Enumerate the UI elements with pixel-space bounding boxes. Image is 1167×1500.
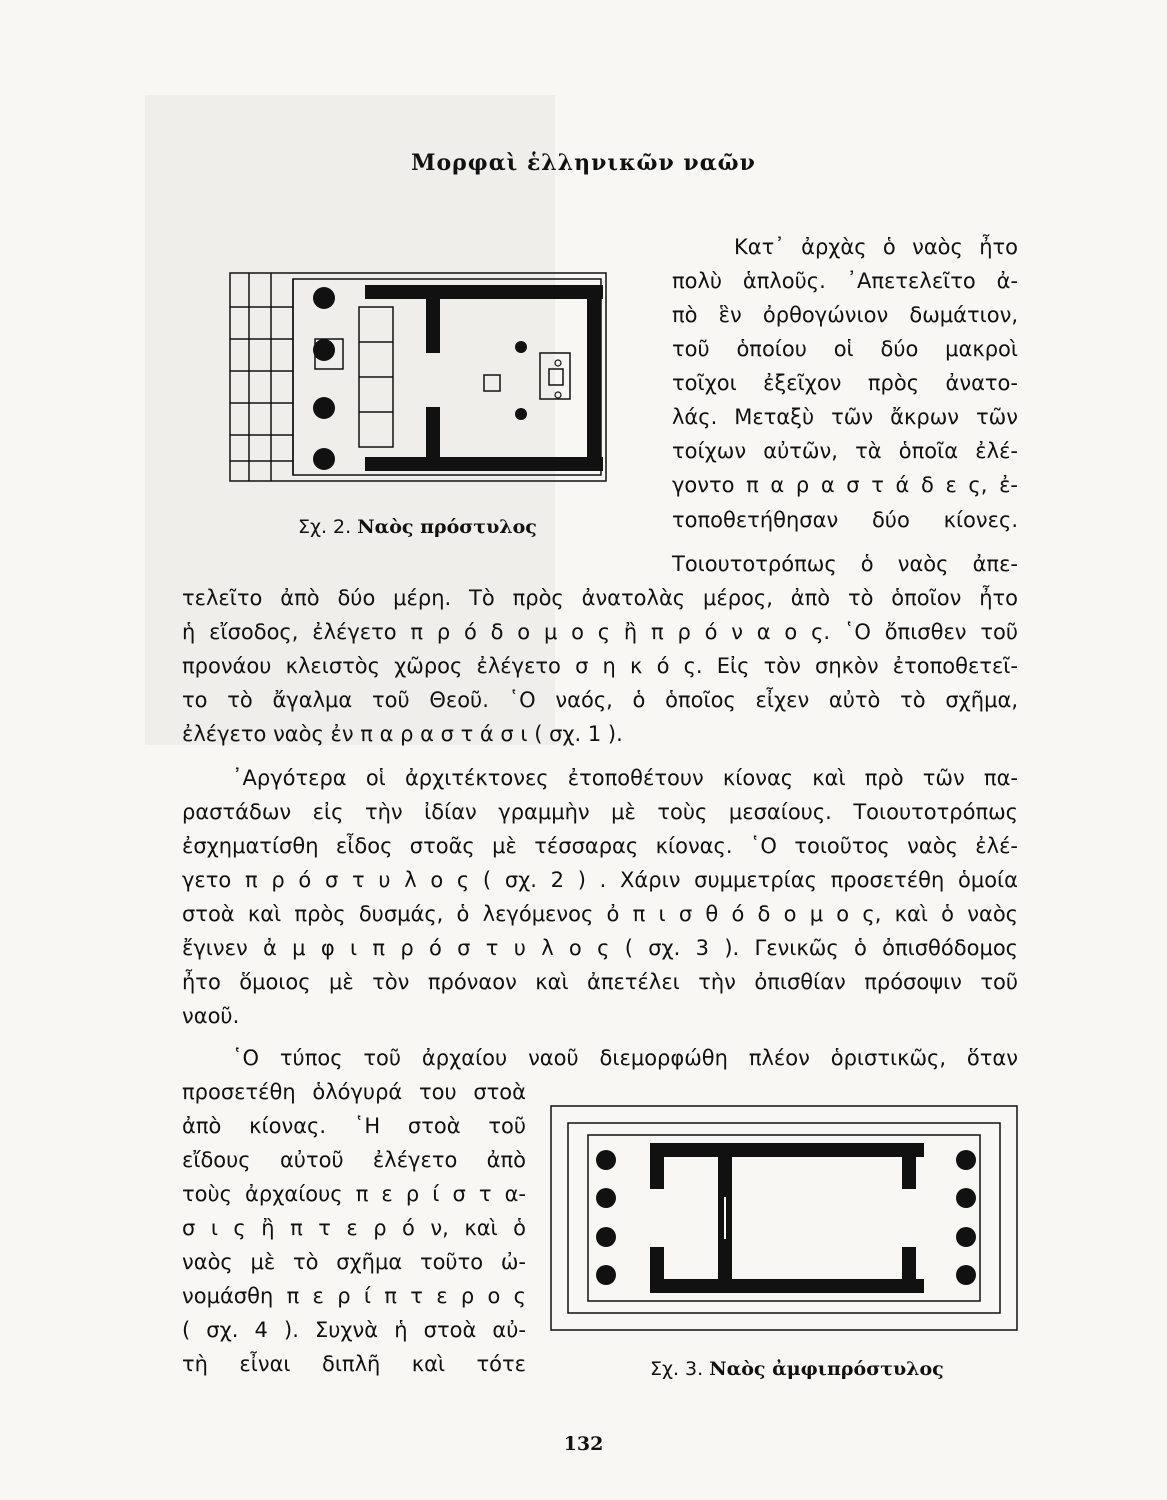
text-line: ᾿Αργότερα οἱ ἀρχιτέκτονες ἐτοποθέτουν κίονας καὶ πρὸ τῶν πα- [232,766,1018,790]
text-line: τὴ εἶναι διπλῆ καὶ τότε [182,1352,526,1376]
text-line: στοὰ καὶ πρὸς δυσμάς, ὁ λεγόμενος ὀ π ι σ θ ό δ ο μ ο ς, καὶ ὁ ναὸς [182,902,1018,926]
figure-2-label: Σχ. 2. [298,516,352,538]
text-line: τελεῖτο ἀπὸ δύο μέρη. Τὸ πρὸς ἀνατολὰς μέρος, ἀπὸ τὸ ὁποῖον ἦτο [182,586,1018,610]
page-number: 132 [563,1433,604,1455]
figure-3-label: Σχ. 3. [650,1358,704,1380]
figure-3-amphiprostyle-plan [550,1105,1020,1333]
figure-2-prostyle-plan [229,271,609,483]
text-line: πὸ ἓν ὀρθογώνιον δωμάτιον, [672,303,1018,327]
text-line: ἀπὸ κίονας. ῾Η στοὰ τοῦ [182,1114,526,1138]
figure-3-caption [650,1358,944,1380]
figure-3-name: Ναὸς ἀμφιπρόστυλος [709,1358,944,1380]
text-line: ῾Ο τύπος τοῦ ἀρχαίου ναοῦ διεμορφώθη πλέον ὁριστικῶς, ὅταν [232,1046,1018,1070]
text-line: τοῦ ὁποίου οἱ δύο μακροὶ [672,337,1018,361]
text-line: Κατ᾿ ἀρχὰς ὁ ναὸς ἦτο [734,235,1018,259]
text-line: τοποθετήθησαν δύο κίονες. [672,508,1018,532]
text-line: λάς. Μεταξὺ τῶν ἄκρων τῶν [672,405,1018,429]
text-line: τοὺς ἀρχαίους π ε ρ ί σ τ α- [182,1182,526,1206]
text-line: ἦτο ὅμοιος μὲ τὸν πρόναον καὶ ἀπετέλει τὴν ὀπισθίαν πρόσοψιν τοῦ [182,970,1018,994]
text-line: ἐσχηματίσθη εἶδος στοᾶς μὲ τέσσαρας κίονας. ῾Ο τοιοῦτος ναὸς ἐλέ- [182,834,1018,858]
text-line: το τὸ ἄγαλμα τοῦ Θεοῦ. ῾Ο ναός, ὁ ὁποῖος εἶχεν αὐτὸ τὸ σχῆμα, [182,688,1018,712]
text-line: ναὸς μὲ τὸ σχῆμα τοῦτο ὠ- [182,1250,526,1274]
text-line: προνάου κλειστὸς χῶρος ἐλέγετο σ η κ ό ς. Εἰς τὸν σηκὸν ἐτοποθετεῖ- [182,654,1018,678]
text-line: γετο π ρ ό σ τ υ λ ο ς ( σχ. 2 ) . Χάριν συμμετρίας προσετέθη ὁμοία [182,868,1018,892]
text-line: ( σχ. 4 ). Συχνὰ ἡ στοὰ αὐ- [182,1318,526,1342]
text-line: γοντο π α ρ α σ τ ά δ ε ς, ἐ- [672,473,1018,497]
figure-2-caption [298,516,537,538]
text-line: τοίχων αὐτῶν, τὰ ὁποῖα ἐλέ- [672,439,1018,463]
text-line: ἔγινεν ἀ μ φ ι π ρ ό σ τ υ λ ο ς ( σχ. 3 ). Γενικῶς ὁ ὀπισθόδομος [182,936,1018,960]
page-title: Μορφαὶ ἑλληνικῶν ναῶν [411,150,756,176]
text-line: σ ι ς ἢ π τ ε ρ ό ν, καὶ ὁ [182,1216,526,1240]
text-line: ἐλέγετο ναὸς ἐν π α ρ α σ τ ά σ ι ( σχ. 1 ). [182,722,623,746]
text-line: ναοῦ. [182,1004,240,1028]
text-line: πολὺ ἁπλοῦς. ᾿Απετελεῖτο ἀ- [672,269,1018,293]
text-line: τοῖχοι ἐξεῖχον πρὸς ἀνατο- [672,371,1018,395]
text-line: προσετέθη ὁλόγυρά του στοὰ [182,1080,526,1104]
text-line: Τοιουτοτρόπως ὁ ναὸς ἀπε- [672,552,1018,576]
text-line: ἡ εἴσοδος, ἐλέγετο π ρ ό δ ο μ ο ς ἢ π ρ ό ν α ο ς. ῾Ο ὄπισθεν τοῦ [182,620,1018,644]
figure-2-name: Ναὸς πρόστυλος [357,516,537,538]
text-line: ραστάδων εἰς τὴν ἰδίαν γραμμὴν μὲ τοὺς μεσαίους. Τοιουτοτρόπως [182,800,1018,824]
text-line: εἴδους αὐτοῦ ἐλέγετο ἀπὸ [182,1148,526,1172]
text-line: νομάσθη π ε ρ ί π τ ε ρ ο ς [182,1284,526,1308]
